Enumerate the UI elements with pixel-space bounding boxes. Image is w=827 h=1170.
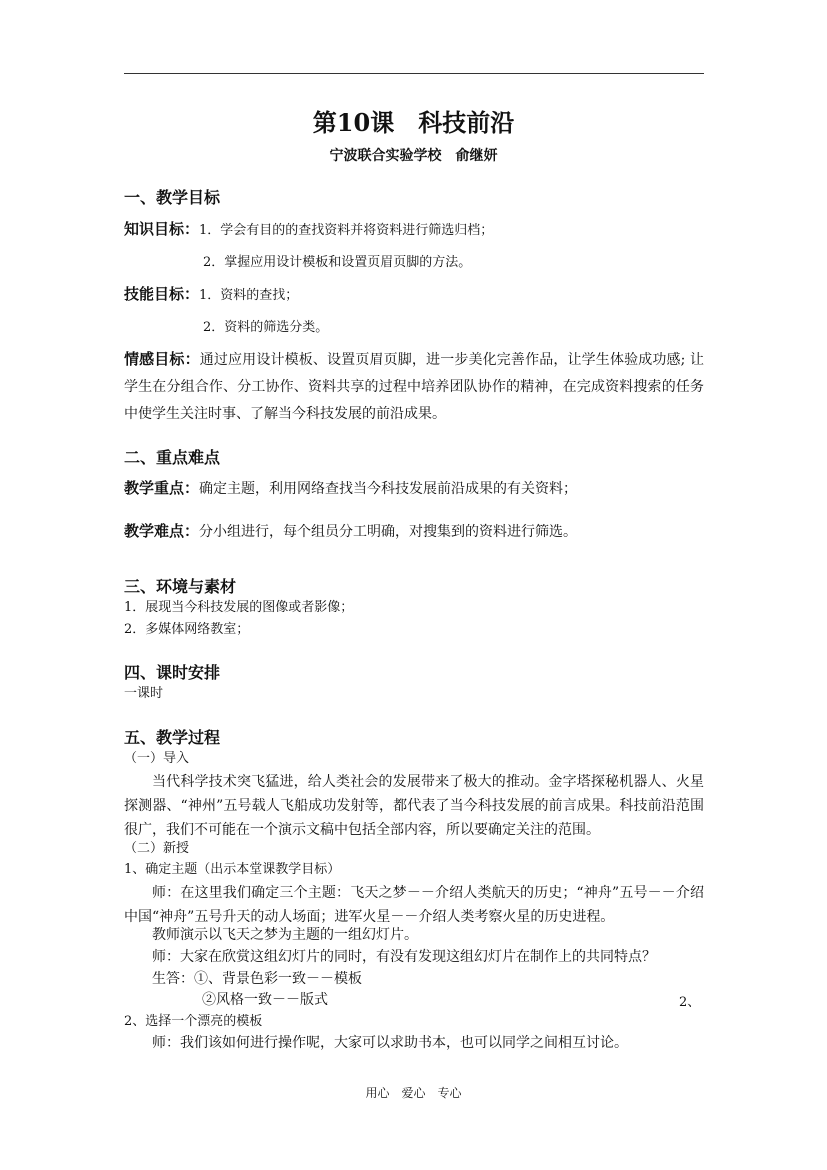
section-heading-objectives: 一、教学目标 bbox=[124, 188, 221, 207]
difficult-point-label: 教学难点： bbox=[124, 522, 200, 540]
knowledge-goal-label: 知识目标： bbox=[124, 220, 200, 238]
key-point-row bbox=[124, 478, 577, 499]
emotion-goal-text: 通过应用设计模板、设置页眉页脚，进一步美化完善作品，让学生体验成功感; 让学生在分组合作、分工协作、资料共享的过程中培养团队协作的精神，在完成资料搜索的任务中使学生关注时事、了解当今科技发展的前沿成果。 bbox=[124, 352, 704, 422]
intro-paragraph: 当代科学技术突飞猛进，给人类社会的发展带来了极大的推动。金字塔探秘机器人、火星探测器、“神州”五号载人飞船成功发射等，都代表了当今科技发展的前言成果。科技前沿范围很广，我们不可能在一个演示文稿中包括全部内容，所以要确定关注的范围。 bbox=[124, 774, 704, 838]
knowledge-goal-2: 2．掌握应用设计模板和设置页眉页脚的方法。 bbox=[203, 255, 472, 270]
emotion-goal-label: 情感目标： bbox=[124, 350, 200, 368]
student-answer-label: 生答： bbox=[152, 971, 194, 987]
knowledge-goal-1: 1．学会有目的的查找资料并将资料进行筛选归档； bbox=[199, 223, 494, 238]
skill-goal-label: 技能目标： bbox=[124, 285, 200, 303]
difficult-point-text: 分小组进行，每个组员分工明确，对搜集到的资料进行筛选。 bbox=[199, 524, 578, 540]
material-item-1: 1．展现当今科技发展的图像或者影像； bbox=[124, 600, 354, 615]
new-lesson-label: （二）新授 bbox=[124, 841, 190, 856]
material-item-2: 2．多媒体网络教室； bbox=[124, 622, 250, 637]
student-answer-1: ①、背景色彩一致－－模板 bbox=[194, 971, 362, 987]
demo-line: 教师演示以飞天之梦为主题的一组幻灯片。 bbox=[152, 927, 418, 943]
teacher-line-2: 师：大家在欣赏这组幻灯片的同时，有没有发现这组幻灯片在制作上的共同特点？ bbox=[152, 949, 656, 965]
section-heading-environment: 三、环境与素材 bbox=[124, 577, 237, 596]
skill-goal-2: 2．资料的筛选分类。 bbox=[203, 320, 329, 335]
key-point-text: 确定主题，利用网络查找当今科技发展前沿成果的有关资料； bbox=[199, 481, 578, 497]
key-point-label: 教学重点： bbox=[124, 479, 200, 497]
skill-goal-row bbox=[124, 284, 298, 306]
teacher-line-3: 师：我们该如何进行操作呢，大家可以求助书本，也可以同学之间相互讨论。 bbox=[152, 1035, 628, 1051]
header-rule bbox=[124, 73, 704, 74]
step-1-heading: 1、确定主题（出示本堂课教学目标） bbox=[124, 862, 341, 877]
section-heading-schedule: 四、课时安排 bbox=[124, 663, 221, 682]
skill-goal-1: 1．资料的查找； bbox=[199, 288, 299, 303]
author-line: 宁波联合实验学校 俞继妍 bbox=[329, 148, 498, 164]
step-2-heading: 2、选择一个漂亮的模板 bbox=[124, 1014, 263, 1029]
student-answer-2: ②风格一致－－版式 bbox=[202, 992, 328, 1008]
emotion-goal-paragraph bbox=[124, 346, 704, 428]
page-title: 第10课 科技前沿 bbox=[312, 108, 515, 137]
schedule-text: 一课时 bbox=[124, 686, 164, 701]
section-heading-key-points: 二、重点难点 bbox=[124, 448, 221, 467]
student-answer-row bbox=[152, 969, 362, 989]
margin-step-mark: 2、 bbox=[679, 995, 701, 1010]
intro-label: （一）导入 bbox=[124, 751, 190, 766]
section-heading-process: 五、教学过程 bbox=[124, 728, 221, 747]
teacher-line-1: 师：在这里我们确定三个主题：飞天之梦－－介绍人类航天的历史；“神舟”五号－－介绍中国“神舟”五号升天的动人场面；进军火星－－介绍人类考察火星的历史进程。 bbox=[124, 885, 704, 925]
page-footer: 用心 爱心 专心 bbox=[365, 1086, 462, 1100]
difficult-point-row bbox=[124, 521, 577, 542]
knowledge-goal-row bbox=[124, 219, 493, 241]
